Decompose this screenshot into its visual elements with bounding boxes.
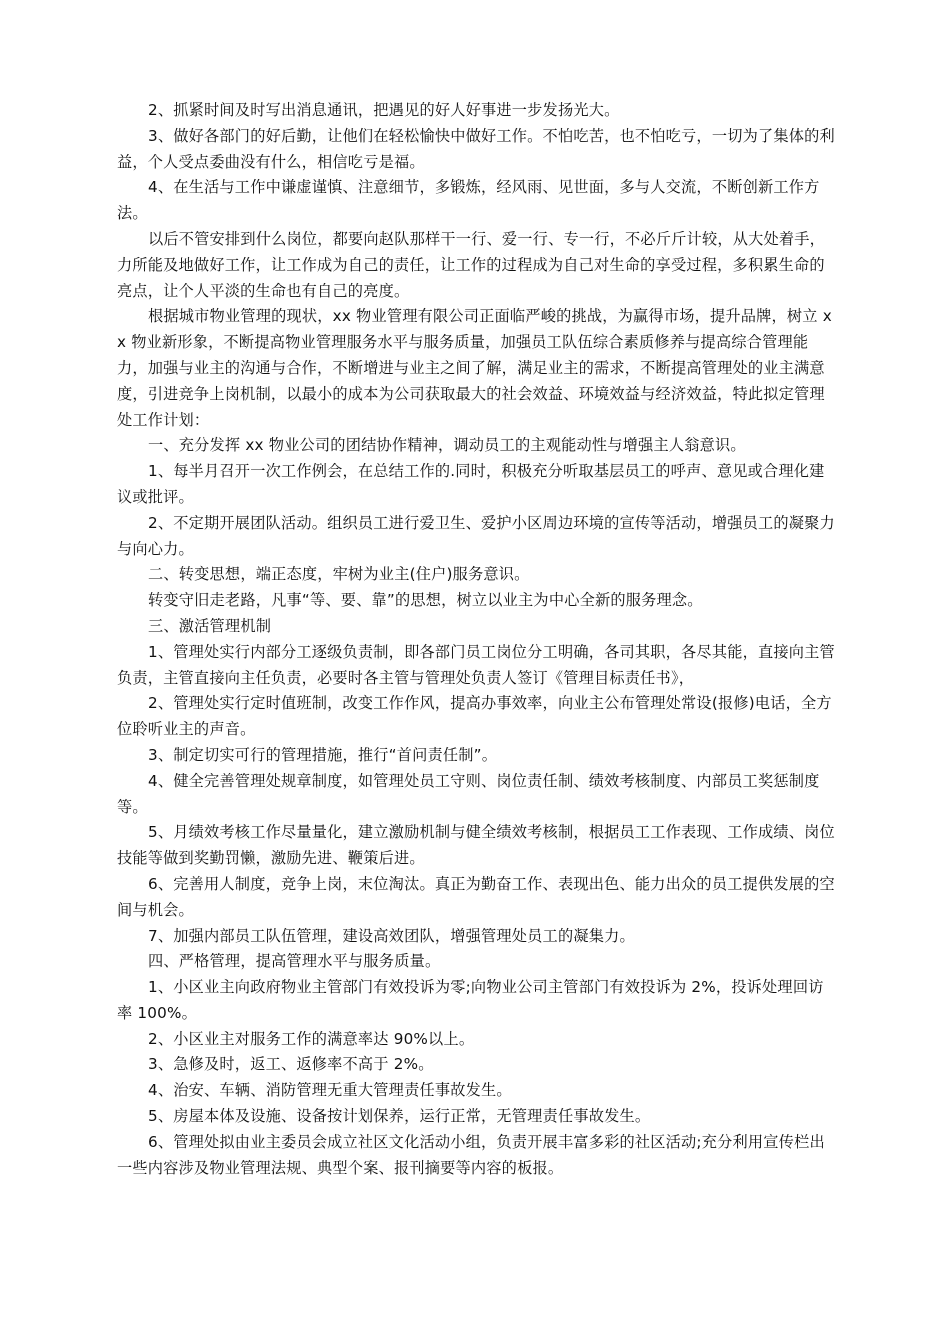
paragraph: 2、不定期开展团队活动。组织员工进行爱卫生、爱护小区周边环境的宣传等活动，增强员工的凝聚力与向心力。 [117,513,835,558]
section-heading: 二、转变思想，端正态度，牢树为业主(住户)服务意识。 [148,565,530,584]
paragraph: 4、治安、车辆、消防管理无重大管理责任事故发生。 [148,1081,512,1100]
paragraph: 6、管理处拟由业主委员会成立社区文化活动小组，负责开展丰富多彩的社区活动;充分利用宣传栏出一些内容涉及物业管理法规、典型个案、报刊摘要等内容的板报。 [117,1132,825,1177]
section-heading: 四、严格管理，提高管理水平与服务质量。 [148,952,441,971]
paragraph: 4、健全完善管理处规章制度，如管理处员工守则、岗位责任制、绩效考核制度、内部员工奖惩制度等。 [117,771,820,816]
paragraph: 1、管理处实行内部分工逐级负责制，即各部门员工岗位分工明确，各司其职，各尽其能，直接向主管负责，主管直接向主任负责，必要时各主管与管理处负责人签订《管理目标责任书》， [117,642,835,687]
paragraph: 根据城市物业管理的现状，xx 物业管理有限公司正面临严峻的挑战，为赢得市场，提升品牌，树立 xx 物业新形象，不断提高物业管理服务水平与服务质量，加强员工队伍综合素质修养与提高综合管理能力，加强与业主的沟通与合作，不断增进与业主之间了解，满足业主的需求，不断提高管理处的业主满意度，引进竞争上岗机制，以最小的成本为公司获取最大的社会效益、环境效益与经济效益，特此拟定管理处工作计划： [117,307,832,429]
paragraph: 7、加强内部员工队伍管理，建设高效团队，增强管理处员工的凝集力。 [148,926,635,945]
paragraph: 3、急修及时，返工、返修率不高于 2%。 [148,1055,434,1074]
section-heading: 三、激活管理机制 [148,616,272,635]
paragraph: 4、在生活与工作中谦虚谨慎、注意细节，多锻炼，经风雨、见世面，多与人交流，不断创新工作方法。 [117,178,820,223]
paragraph: 5、月绩效考核工作尽量量化，建立激励机制与健全绩效考核制，根据员工工作表现、工作成绩、岗位技能等做到奖勤罚懒，激励先进、鞭策后进。 [117,823,835,868]
section-heading: 一、充分发挥 xx 物业公司的团结协作精神，调动员工的主观能动性与增强主人翁意识。 [148,436,746,455]
paragraph: 6、完善用人制度，竞争上岗，末位淘汰。真正为勤奋工作、表现出色、能力出众的员工提供发展的空间与机会。 [117,874,835,919]
paragraph: 3、做好各部门的好后勤，让他们在轻松愉快中做好工作。不怕吃苦，也不怕吃亏，一切为了集体的利益，个人受点委曲没有什么，相信吃亏是福。 [117,126,835,171]
paragraph: 以后不管安排到什么岗位，都要向赵队那样干一行、爱一行、专一行，不必斤斤计较，从大处着手，力所能及地做好工作，让工作成为自己的责任，让工作的过程成为自己对生命的享受过程，多积累生命的亮点，让个人平淡的生命也有自己的亮度。 [117,229,826,300]
paragraph: 2、管理处实行定时值班制，改变工作作风，提高办事效率，向业主公布管理处常设(报修)电话，全方位聆听业主的声音。 [117,694,832,739]
paragraph: 2、小区业主对服务工作的满意率达 90%以上。 [148,1029,475,1048]
document-body [117,98,837,1181]
paragraph: 3、制定切实可行的管理措施，推行“首问责任制”。 [148,745,498,764]
paragraph: 转变守旧走老路，凡事“等、要、靠”的思想，树立以业主为中心全新的服务理念。 [148,591,703,610]
paragraph: 5、房屋本体及设施、设备按计划保养，运行正常，无管理责任事故发生。 [148,1107,651,1126]
paragraph: 1、小区业主向政府物业主管部门有效投诉为零;向物业公司主管部门有效投诉为 2%，投诉处理回访率 100%。 [117,978,824,1022]
paragraph: 2、抓紧时间及时写出消息通讯，把遇见的好人好事进一步发扬光大。 [148,101,620,119]
paragraph: 1、每半月召开一次工作例会，在总结工作的.同时，积极充分听取基层员工的呼声、意见或合理化建议或批评。 [117,462,825,506]
